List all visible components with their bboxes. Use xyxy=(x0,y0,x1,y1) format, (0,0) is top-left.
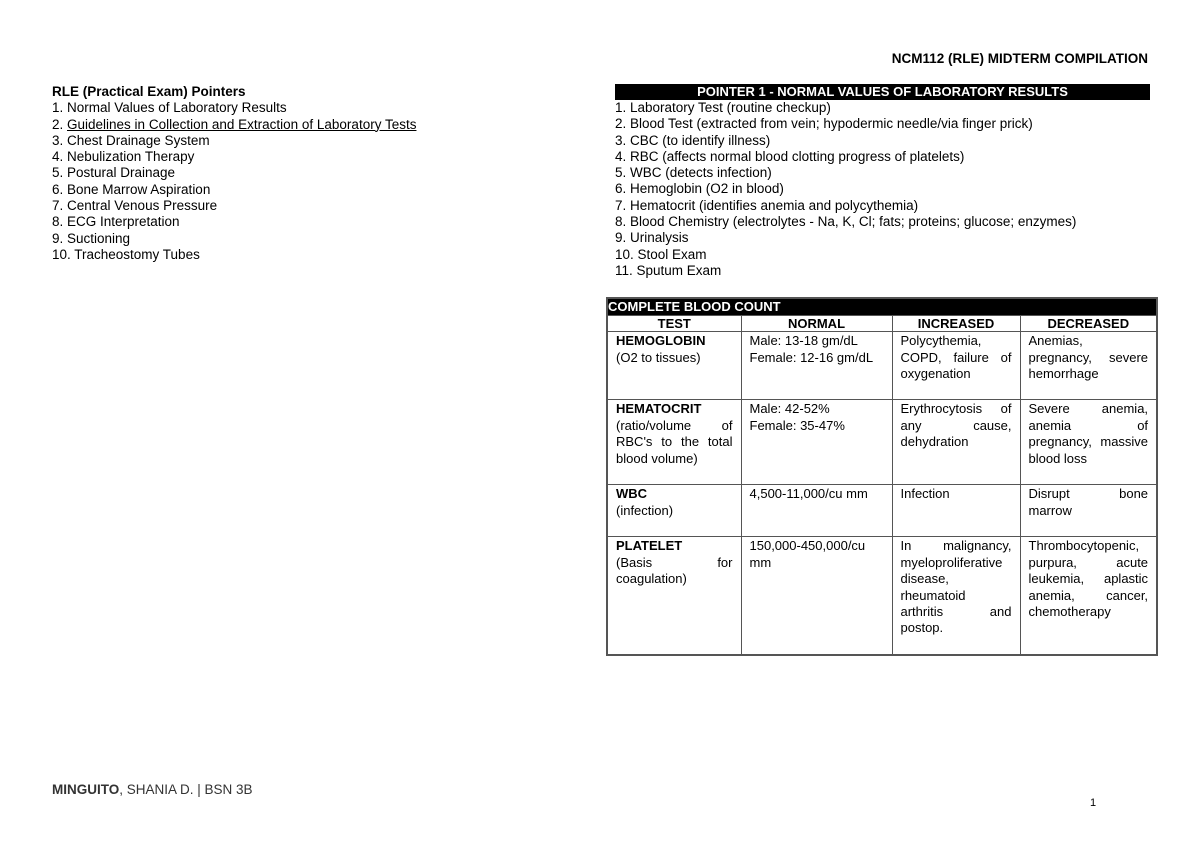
test-description: (O2 to tissues) xyxy=(616,349,701,365)
list-item: 1. Normal Values of Laboratory Results xyxy=(52,100,287,116)
pointers-list xyxy=(52,100,572,263)
author-footer xyxy=(52,782,253,797)
normal-value: 150,000-450,000/cu mm xyxy=(749,538,866,570)
list-item: 3. Chest Drainage System xyxy=(52,132,210,148)
test-name: HEMATOCRIT xyxy=(616,401,702,417)
test-cell xyxy=(607,537,741,656)
decreased-cell: Severe anemia, anemia of pregnancy, massive blood loss xyxy=(1020,400,1157,485)
list-item: 3. CBC (to identify illness) xyxy=(615,132,771,148)
header-normal: NORMAL xyxy=(741,316,892,332)
pointers-section xyxy=(52,84,572,263)
list-item: 10. Tracheostomy Tubes xyxy=(52,246,200,262)
list-item: 5. WBC (detects infection) xyxy=(615,165,772,181)
list-item: 2. Blood Test (extracted from vein; hypodermic needle/via finger prick) xyxy=(615,116,1033,132)
list-item: 7. Central Venous Pressure xyxy=(52,198,218,214)
pointer-1-section xyxy=(615,84,1150,279)
page-number: 1 xyxy=(1090,797,1097,809)
normal-value: Female: 12-16 gm/dL xyxy=(749,349,874,365)
normal-cell xyxy=(741,485,892,537)
test-description: (Basis for coagulation) xyxy=(616,554,733,587)
test-cell xyxy=(607,332,741,400)
cbc-table xyxy=(606,297,1158,656)
increased-cell: In malignancy, myeloproliferative disease, rheumatoid arthritis and postop. xyxy=(892,537,1020,656)
list-item: 5. Postural Drainage xyxy=(52,165,176,181)
increased-cell: Polycythemia, COPD, failure of oxygenation xyxy=(892,332,1020,400)
author-surname: MINGUITO xyxy=(52,782,120,797)
document-title: NCM112 (RLE) MIDTERM COMPILATION xyxy=(891,51,1148,66)
list-item: 9. Urinalysis xyxy=(615,230,689,246)
cbc-table-title: COMPLETE BLOOD COUNT xyxy=(607,298,1157,316)
list-item: 6. Hemoglobin (O2 in blood) xyxy=(615,181,784,197)
list-item: 1. Laboratory Test (routine checkup) xyxy=(615,100,831,115)
decreased-cell: Disrupt bone marrow xyxy=(1020,485,1157,537)
header-decreased: DECREASED xyxy=(1020,316,1157,332)
list-item-guidelines[interactable] xyxy=(52,117,572,133)
list-item: 11. Sputum Exam xyxy=(615,262,722,278)
normal-cell xyxy=(741,332,892,400)
list-item: 8. ECG Interpretation xyxy=(52,214,180,230)
guidelines-link[interactable]: Guidelines in Collection and Extraction of Laboratory Tests xyxy=(67,116,417,132)
normal-value: Male: 13-18 gm/dL xyxy=(749,333,858,349)
test-name: WBC xyxy=(616,486,648,502)
increased-cell: Erythrocytosis of any cause, dehydration xyxy=(892,400,1020,485)
list-item: 9. Suctioning xyxy=(52,230,131,246)
test-description: (infection) xyxy=(616,502,674,518)
table-row xyxy=(607,485,1157,537)
normal-value: Female: 35-47% xyxy=(749,417,845,433)
normal-cell xyxy=(741,400,892,485)
test-cell xyxy=(607,400,741,485)
table-row xyxy=(607,537,1157,656)
table-header-row xyxy=(607,316,1157,332)
list-item: 4. RBC (affects normal blood clotting progress of platelets) xyxy=(615,148,965,164)
list-item: 10. Stool Exam xyxy=(615,246,707,262)
list-item: 6. Bone Marrow Aspiration xyxy=(52,181,211,197)
normal-value: 4,500-11,000/cu mm xyxy=(749,486,868,502)
author-details: , SHANIA D. | BSN 3B xyxy=(119,782,253,797)
pointer-1-title: POINTER 1 - NORMAL VALUES OF LABORATORY RESULTS xyxy=(615,84,1150,100)
normal-cell xyxy=(741,537,892,656)
test-cell xyxy=(607,485,741,537)
table-row xyxy=(607,332,1157,400)
header-increased: INCREASED xyxy=(892,316,1020,332)
list-item: 7. Hematocrit (identifies anemia and polycythemia) xyxy=(615,197,919,213)
list-item-prefix: 2. xyxy=(52,116,68,132)
list-item: 4. Nebulization Therapy xyxy=(52,149,195,165)
test-description: (ratio/volume of RBC's to the total blood volume) xyxy=(616,417,733,466)
decreased-cell: Thrombocytopenic, purpura, acute leukemia, aplastic anemia, cancer, chemotherapy xyxy=(1020,537,1157,656)
decreased-cell: Anemias, pregnancy, severe hemorrhage xyxy=(1020,332,1157,400)
test-name: HEMOGLOBIN xyxy=(616,333,706,349)
header-test: TEST xyxy=(607,316,741,332)
table-row xyxy=(607,400,1157,485)
normal-value: Male: 42-52% xyxy=(749,401,830,417)
pointers-heading: RLE (Practical Exam) Pointers xyxy=(52,84,246,99)
test-name: PLATELET xyxy=(616,538,683,554)
list-item: 8. Blood Chemistry (electrolytes - Na, K, Cl; fats; proteins; glucose; enzymes) xyxy=(615,214,1077,230)
lab-tests-list xyxy=(615,100,1150,279)
increased-cell: Infection xyxy=(892,485,1020,537)
